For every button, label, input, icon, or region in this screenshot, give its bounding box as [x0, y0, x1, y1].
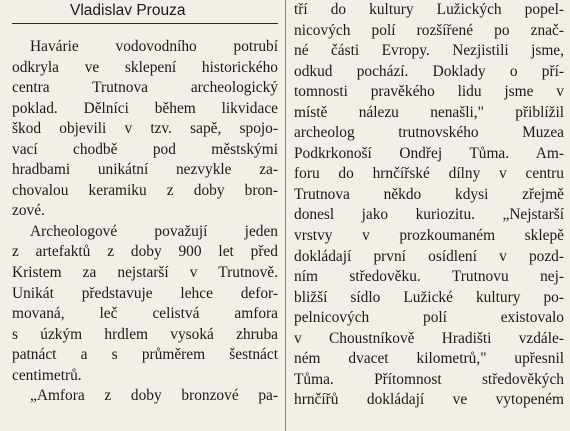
text-line: nicových polí rozšířené po znač- [294, 21, 564, 39]
text-line: s úzkým hrdlem vysoká zhruba [12, 325, 278, 343]
text-line: odkud pochází. Doklady o pří- [294, 62, 564, 80]
text-line: archeolog trutnovského Muzea [294, 124, 564, 142]
text-line: chovalou keramiku z doby bron- [12, 181, 278, 199]
text-line: pelnicových polí existovalo [294, 309, 564, 327]
text-line: ném dvacet kilometrů," upřesnil [294, 350, 564, 368]
text-line: „Amfora z doby bronzové pa- [30, 387, 278, 405]
text-line: bližší sídlo Lužické kultury po- [294, 288, 564, 306]
text-line: hrnčířů dokládají ve vytopeném [294, 391, 564, 409]
text-line: donesl jako kuriozitu. „Nejstarší [294, 206, 564, 224]
text-line: patnáct a s průměrem šestnáct [12, 346, 278, 364]
text-line: vrstvy v prozkoumaném sklepě [294, 227, 564, 245]
text-line: zové. [12, 202, 45, 220]
text-line: foru do hrnčířské dílny v centru [294, 165, 564, 183]
text-line: hradbami unikátní nezvykle za- [12, 161, 278, 179]
text-line: Unikát představuje lehce defor- [12, 284, 278, 302]
text-line: Kristem za nejstarší v Trutnově. [12, 264, 278, 282]
text-line: Trutnova někdo kdysi zřejmě [294, 185, 564, 203]
text-line: z artefaktů z doby 900 let před [12, 243, 278, 261]
text-line: odkryla ve sklepení historického [12, 58, 278, 76]
text-line: ním středověku. Trutnovu nej- [294, 268, 564, 286]
text-line: movaná, leč celistvá amfora [12, 305, 278, 323]
text-line: Podkrkonoší Ondřej Tůma. Am- [294, 144, 564, 162]
text-line: škod objevili v tzv. sapě, spojo- [12, 120, 278, 138]
text-line: v Choustníkově Hradišti vzdále- [294, 329, 564, 347]
text-line: Tůma. Přítomnost středověkých [294, 370, 564, 388]
text-line: tří do kultury Lužických popel- [294, 1, 564, 18]
text-line: Archeologové považují jeden [30, 222, 278, 240]
text-line: poklad. Dělníci během likvidace [12, 99, 278, 117]
text-line: né části Evropy. Nezjistili jsme, [294, 42, 564, 60]
text-line: centimetrů. [12, 366, 82, 384]
column-divider [285, 0, 286, 431]
article-column-right [294, 0, 564, 411]
text-line: místě nálezu nenašli," přiblížil [294, 103, 564, 121]
byline-rule [12, 23, 278, 24]
text-line: tomnosti pravěkého lidu jsme v [294, 83, 564, 101]
author-byline: Vladislav Prouza [70, 2, 186, 19]
text-line: centra Trutnova archeologický [12, 79, 278, 97]
text-line: dokládají první osídlení v pozd- [294, 247, 564, 265]
column-text [294, 0, 564, 411]
text-line: Havárie vodovodního potrubí [30, 38, 278, 55]
column-text [12, 37, 278, 407]
article-column-left [12, 0, 278, 407]
text-line: vací chodbě pod městskými [12, 140, 278, 158]
